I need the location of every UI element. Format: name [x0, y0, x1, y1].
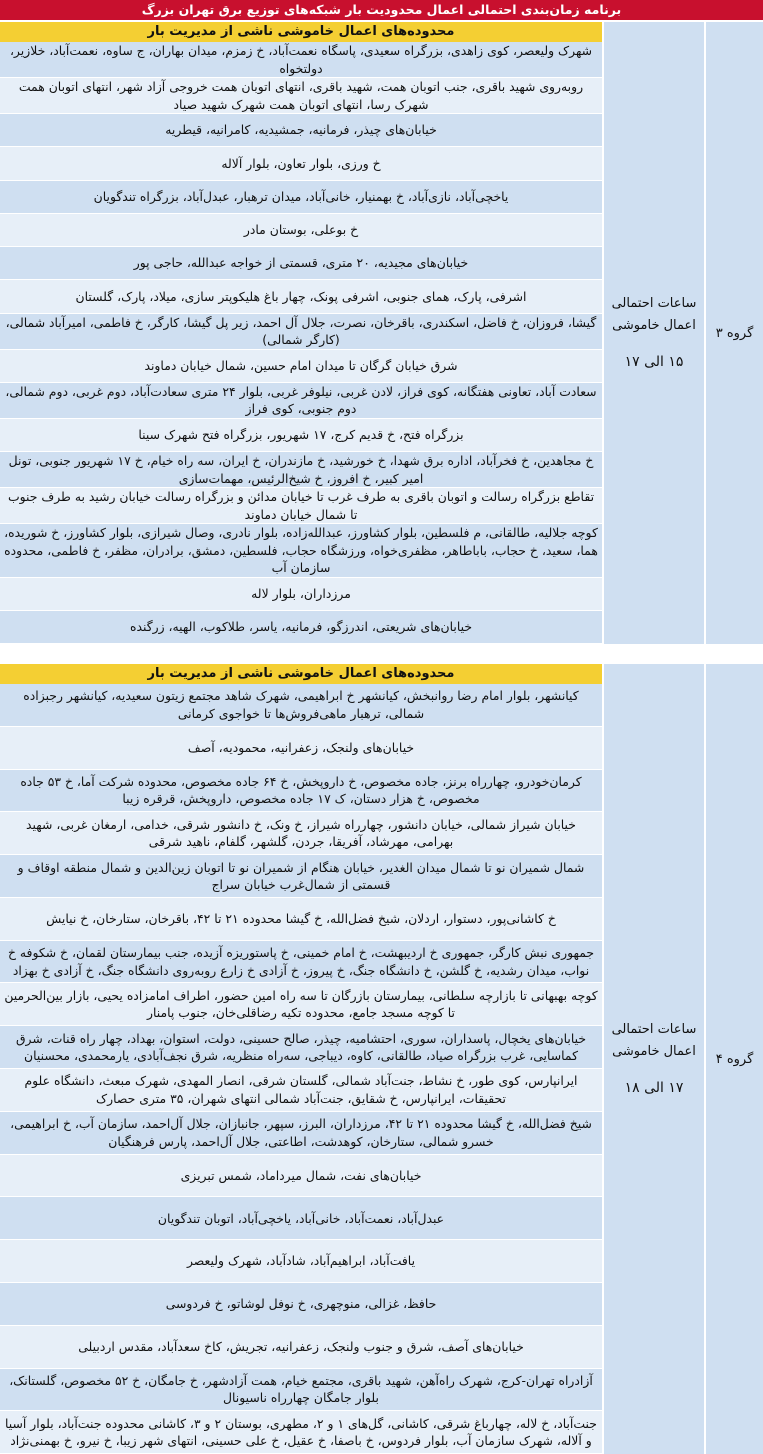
area-row	[0, 983, 602, 1026]
area-row	[0, 941, 602, 984]
area-text: تقاطع بزرگراه رسالت و اتوبان باقری به طرف غرب تا خیابان مدائن و بزرگراه رسالت خیابان رشید به طرف جنوب تا شمال خیابان دماوند	[7, 489, 595, 522]
time-cell	[602, 22, 704, 644]
area-text: خیابان‌های یخچال، پاسداران، سوری، احتشامیه، چیذر، صالح حسینی، دولت، استوان، بهداد، چهار راه قنات، شرق کماسایی، غرب بزرگراه صیاد، طالقانی، کاوه، دیباجی، سه‌راه منظریه، شرق نجف‌آبادی، یارمحمدی، محسنیان	[15, 1030, 587, 1064]
hours-range: ۱۷ الی ۱۸	[624, 1080, 684, 1096]
area-row	[0, 524, 602, 578]
area-row	[0, 419, 602, 452]
hours-range: ۱۵ الی ۱۷	[624, 354, 684, 370]
area-text: خ بوعلی، بوستان مادر	[243, 222, 359, 238]
group-label: گروه ۳	[704, 22, 763, 644]
area-text: یافت‌آباد، ابراهیم‌آباد، شادآباد، شهرک ولیعصر	[186, 1253, 416, 1269]
area-text: خ کاشانی‌پور، دستوار، اردلان، شیخ فضل‌الله، خ گیشا محدوده ۲۱ تا ۴۲، باقرخان، ستارخان، خ نیایش	[46, 911, 556, 927]
area-text: اشرفی، پارک، همای جنوبی، اشرفی پونک، چهار باغ هلیکوپتر سازی، میلاد، پارک، گلستان	[75, 288, 527, 304]
area-row	[0, 684, 602, 727]
area-text: خیابان‌های شریعتی، اندرزگو، فرمانیه، یاسر، طلاکوب، الهیه، زرگنده	[129, 619, 473, 635]
group-block-3	[0, 22, 763, 644]
area-row	[0, 350, 602, 383]
area-text: ایرانپارس، کوی طور، خ نشاط، جنت‌آباد شمالی، گلستان شرقی، انصار المهدی، شهرک مبعث، دانشگاه علوم تحقیقات، ایرانپارس، خ شقایق، جنت‌آباد شمالی انتهای شهران، ۳۵ متری حصارک	[24, 1073, 578, 1106]
area-text: خیابان‌های چیذر، فرمانیه، جمشیدیه، کامرانیه، قیطریه	[165, 122, 437, 138]
area-row	[0, 280, 602, 313]
area-row	[0, 147, 602, 180]
area-row	[0, 452, 602, 488]
area-text: یاخچی‌آباد، نازی‌آباد، خ بهمنیار، خانی‌آباد، میدان ترهبار، عبدل‌آباد، بزرگراه تندگویان	[93, 188, 509, 204]
area-row	[0, 214, 602, 247]
area-text: خیابان‌های مجیدیه، ۲۰ متری، قسمتی از خواجه عبدالله، حاجی پور	[133, 255, 469, 271]
area-text: خیابان‌های نفت، شمال میرداماد، شمس تبریزی	[180, 1167, 422, 1183]
area-text: کوچه بهبهانی تا بازارچه سلطانی، بیمارستان بازرگان تا سه راه امین حضور، اطراف امامزاده یحیی، بازار بین‌الحرمین تا کوچه مسجد جامع، محدوده تکیه رضاقلی‌خان، جنوب پامنار	[4, 987, 598, 1021]
time-label: ساعات احتمالی اعمال خاموشی	[611, 1022, 697, 1059]
area-text: سعادت آباد، تعاونی هفتگانه، کوی فراز، لادن غربی، نیلوفر غربی، بلوار ۲۴ متری سعادت‌آباد، دوم غربی، دوم شمالی، دوم جنوبی، کوی فراز	[5, 383, 597, 417]
area-text: شیخ فضل‌الله، خ گیشا محدوده ۲۱ تا ۴۲، مرزداران، البرز، سپهر، جانبازان، جلال آل‌احمد، سازمان آب، خ ابراهیمی، خسرو شمالی، ستارخان، کوهدشت، اطاعتی، جلال آل‌احمد، پارس فرهنگیان	[10, 1116, 592, 1149]
area-row	[0, 78, 602, 114]
area-text: خ ورزی، بلوار تعاون، بلوار آلاله	[221, 155, 381, 171]
area-text: خیابان شیراز شمالی، خیابان دانشور، چهارراه شیراز، خ ونک، خ دانشور شرقی، خدامی، ارمغان غربی، شهید بهرامی، مهرشاد، آفریقا، جردن، گلشهر، گلفام، ناهید شرقی	[26, 816, 576, 850]
area-text: شهرک ولیعصر، کوی زاهدی، بزرگراه سعیدی، پاسگاه نعمت‌آباد، خ زمزم، میدان بهاران، ج ساوه، نعمت‌آباد، خلازیر، دولتخواه	[9, 43, 593, 76]
area-text: جمهوری نبش کارگر، جمهوری خ اردیبهشت، خ امام خمینی، خ پاستوریزه آزیده، جنب بیمارستان لقمان، خ شکوفه خ نواب، میدان رشدیه، خ گلشن، خ دانشگاه جنگ، خ پیروز، خ آزادی خ زارع روبه‌روی دانشگاه جنگ، خ آزادی خ بهزاد	[7, 945, 595, 978]
area-row	[0, 1411, 602, 1454]
areas-header: محدوده‌های اعمال خاموشی ناشی از مدیریت بار	[0, 22, 602, 42]
area-row	[0, 1283, 602, 1326]
area-text: روبه‌روی شهید باقری، جنب اتوبان همت، شهید باقری، انتهای اتوبان همت خروجی آزاد شهر، انتهای اتوبان همت شهرک رسا، انتهای اتوبان همت شهرک شهید صیاد	[18, 79, 584, 112]
time-label: ساعات احتمالی اعمال خاموشی	[611, 296, 697, 333]
area-row	[0, 578, 602, 611]
area-text: بزرگراه فتح، خ قدیم کرج، ۱۷ شهریور، بزرگراه فتح شهرک سینا	[138, 427, 464, 443]
area-text: خ مجاهدین، خ فخرآباد، اداره برق شهدا، خ خورشید، خ مازندران، خ ایران، سه راه خیام، خ ۱۷ شهریور جنوبی، تونل امیر کبیر، خ افروز، خ شیخ‌الرئیس، مهمات‌سازی	[8, 453, 594, 486]
time-cell	[602, 664, 704, 1454]
area-row	[0, 1369, 602, 1412]
area-row	[0, 114, 602, 147]
area-text: حافظ، غزالی، منوچهری، خ نوفل لوشاتو، خ فردوسی	[165, 1296, 437, 1312]
area-row	[0, 42, 602, 78]
area-text: کوچه جلالیه، طالقانی، م فلسطین، بلوار کشاورز، عبدالله‌زاده، بلوار نادری، وصال شیرازی، بلوار کشاورز، خ شوریده، هما، سعید، خ حجاب، باباطاهر، مظفری‌خواه، ورزشگاه حجاب، فلسطین، دمشق، برادران، مظفر، خ فاطمی، محدوده سازمان آب	[4, 525, 598, 575]
area-text: خیابان‌های ولنجک، زعفرانیه، محمودیه، آصف	[187, 739, 415, 755]
area-row	[0, 1197, 602, 1240]
group-block-4	[0, 664, 763, 1454]
area-text: خیابان‌های آصف، شرق و جنوب ولنجک، زعفرانیه، تجریش، کاخ سعدآباد، مقدس اردبیلی	[78, 1338, 524, 1354]
page-title: برنامه زمان‌بندی احتمالی اعمال محدودیت بار شبکه‌های توزیع برق تهران بزرگ	[0, 0, 763, 20]
area-text: جنت‌آباد، خ لاله، چهارباغ شرقی، کاشانی، گل‌های ۱ و ۲، مطهری، بوستان ۲ و ۳، کاشانی محدوده جنت‌آباد، بلوار آسیا و آلاله، شهرک سازمان آب، بلوار فردوس، خ باصفا، خ عقیل، خ علی حسینی، انتهای شهر زیبا، خ نیرو، خ بهمنی‌نژاد	[5, 1415, 597, 1449]
area-row	[0, 314, 602, 350]
area-row	[0, 383, 602, 419]
area-text: شرق خیابان گرگان تا میدان امام حسین، شمال خیابان دماوند	[144, 357, 458, 373]
area-row	[0, 898, 602, 941]
area-text: شمال شمیران نو تا شمال میدان الغدیر، خیابان هنگام از شمیران نو تا اتوبان زین‌الدین و شمال منطقه اوقاف و قسمتی از شمال‌غرب خیابان سراج	[17, 859, 585, 893]
areas-list	[0, 22, 602, 644]
area-row	[0, 727, 602, 770]
area-row	[0, 855, 602, 898]
area-row	[0, 1069, 602, 1112]
area-row	[0, 1112, 602, 1155]
area-text: آزادراه تهران-کرج، شهرک راه‌آهن، شهید باقری، مجتمع خیام، همت آزادشهر، خ جامگان، خ ۵۲ مخصوص، گلستانک، بلوار جامگان چهارراه ناسیونال	[9, 1372, 593, 1406]
area-row	[0, 611, 602, 644]
area-text: کیانشهر، بلوار امام رضا روانبخش، کیانشهر خ ابراهیمی، شهرک شاهد مجتمع زیتون سعیدیه، کیانشهر رجبزاده شمالی، ترهبار ماهی‌فروش‌ها تا خواجوی کرمانی	[23, 688, 579, 721]
area-text: گیشا، فروزان، خ فاضل، اسکندری، باقرخان، نصرت، جلال آل احمد، زیر پل گیشا، کارگر، خ فاطمی، امیرآباد شمالی، (کارگر شمالی)	[5, 314, 597, 347]
area-row	[0, 812, 602, 855]
group-label: گروه ۴	[704, 664, 763, 1454]
area-row	[0, 770, 602, 813]
area-text: مرزداران، بلوار لاله	[251, 585, 351, 601]
areas-list	[0, 664, 602, 1454]
area-row	[0, 1026, 602, 1069]
area-row	[0, 1326, 602, 1369]
area-text: عبدل‌آباد، نعمت‌آباد، خانی‌آباد، یاخچی‌آباد، اتوبان تندگویان	[157, 1210, 445, 1226]
area-text: کرمان‌خودرو، چهارراه برنز، جاده مخصوص، خ داروپخش، خ ۶۴ جاده مخصوص، محدوده شرکت آما، خ ۵۳ جاده مخصوص، خ هزار دستان، ک ۱۷ جاده مخصوص، داروپخش، قرقره زیبا	[20, 773, 582, 807]
area-row	[0, 1240, 602, 1283]
areas-header: محدوده‌های اعمال خاموشی ناشی از مدیریت بار	[0, 664, 602, 684]
area-row	[0, 488, 602, 524]
area-row	[0, 247, 602, 280]
area-row	[0, 181, 602, 214]
area-row	[0, 1155, 602, 1198]
